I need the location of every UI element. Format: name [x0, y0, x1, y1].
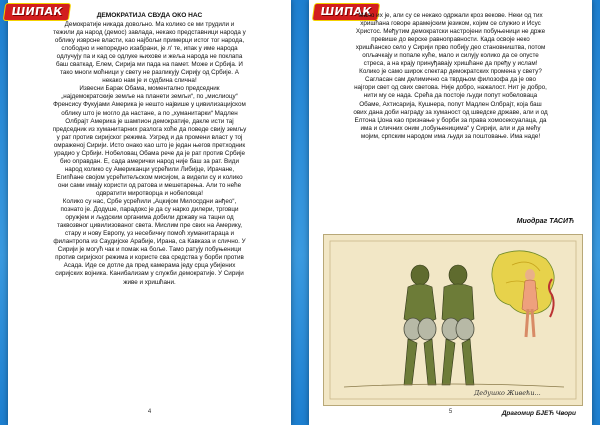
text-line: урадио у Србији. Нобеловац Обама рече да је рат против Србије [54, 149, 245, 157]
illustration-inscription: Дедушко Живећи... [474, 389, 541, 397]
article-title: ДЕМОКРАТИЈА СВУДА ОКО НАС [96, 12, 203, 19]
text-line: некако нам је и судбина слична! [102, 77, 197, 85]
text-line: облику што је могло да настане, а по „хуманитарки“ Мадлен [61, 109, 238, 117]
text-line: против сиријског режима и користе сва средства у борби против [55, 254, 244, 262]
text-line: оружјем и људским органима добили државу на тацни од [65, 214, 234, 222]
right-page [309, 0, 592, 425]
page-number: 5 [448, 409, 453, 415]
text-line: Колико је само широк спектар демократских промена у свету? [359, 68, 542, 76]
text-line: Мало их је, али су се некако одржали кроз векове. Неки од тих [358, 12, 543, 19]
author-signature: Миодраг ТАСИЋ [516, 218, 574, 225]
text-line: председник из хуманитарних разлога хоће да поведе свију земљу [52, 125, 247, 133]
illustration [323, 234, 583, 406]
sipak-logo: ШИПАК [3, 3, 72, 21]
text-line: омраженој Сирији. Исто онако као што је један његов претходник [53, 141, 246, 149]
text-line: Колико су нас, Србе усрећили „Ацкијом Милосрдни анђео“, [62, 198, 237, 206]
text-line: Елтона Џона као признање у борби за права хомосексуалаца, да [354, 116, 547, 124]
text-line: у рат против сиријског режима. Узгред и да промени власт у тој [56, 133, 243, 141]
text-line: филантропа из Саудијске Арабије, Ирана, са Кавказа и слично. У [53, 238, 246, 246]
text-line: Олбрајт Америка је шампион демократије, дакле исти тај [65, 117, 234, 125]
text-line: хришћана говоре арамејским језиком, којим се служио и Исус [360, 20, 541, 28]
text-line: хришћанско село у Сирији прво побију део становништва, потом [355, 44, 546, 52]
text-line: Извесни Барак Обама, моментално председник [79, 85, 220, 93]
text-line: превише до верске равноправности. Када освоје неко [371, 36, 530, 44]
text-line: народ колико су Американци усрећили Либијце, Ирачане, [64, 165, 235, 173]
text-line: Сирији је могућ чак и помак на боље. Тамо ратују побуњеници [57, 246, 242, 254]
text-line: Обаме, Ахтисарија, Кушнера, попут Мадлен Олбрајт, која баш [359, 100, 542, 108]
text-line: има и сличних оним „побуњеницима“ у Сирији, али и да мећу [360, 124, 541, 132]
text-line: Френсису Фукујами Америка је нешто највише у цивилизацијском [53, 101, 246, 109]
text-line: Египћане својом усрећитељском мисијом, а видели су и колико [56, 173, 243, 181]
text-line: Сагласан сам делимично са тврдњом филозофа да је ово [365, 76, 536, 84]
text-line: мојим, српским народом има људи за поштовање. Има наде! [360, 132, 541, 140]
left-page [8, 0, 291, 425]
text-line: тежили да народ (демос) завлада, некако представници народа у [53, 29, 246, 37]
text-line: облику изврсне власти, као најбољи примерци истог тог народа, [54, 37, 245, 45]
text-line: Демократије никада довољно. Ма колико се ми трудили и [64, 21, 235, 28]
text-line: ових дана доби награду за хуманост од шведске државе, али и од [353, 108, 548, 116]
text-line: најгори свет од свих светова. Није добро, нажалост. Нит је добро, [354, 84, 547, 92]
text-line: био оправдан. Е, сада амерички народ није баш за рат. Види [60, 157, 239, 165]
text-line: сиријских војника. Канибализам у служби демократије. У Сирији [55, 270, 244, 278]
text-line: „најдемократскије земље на планети земљи“, по „мислиоцу“ [61, 93, 238, 101]
text-line: одлучују па и кад се одлуке њихове и жеља народа не поклапа [56, 53, 243, 61]
text-line: Христос. Међутим демократски настројени побуњеници не држе [355, 28, 546, 36]
text-line: таквозвног цивилизованог света. Мислим пре свих на Америку, [57, 222, 242, 230]
text-line: познато је. Додуше, парадокс је да су нарко дилери, трговци [60, 206, 239, 214]
text-line: баш сваткад. Елем, Сирија ми пада на памет. Може и Србија. И [56, 61, 243, 69]
text-line: стреса, а на крају принуђавају хришћане да пређу у ислам! [363, 60, 538, 68]
text-line: опљачкају и попале куће, мало и силују колико да се опусте [362, 52, 539, 60]
sipak-logo: ШИПАК [312, 3, 381, 21]
article-body-left [32, 21, 267, 287]
illustration-credit: Драгомир БЈЕЋ Чвори [501, 410, 576, 417]
page-number: 4 [147, 409, 152, 415]
text-line: нити му се нада. Срећа да постоје људи попут нобеловаца [363, 92, 538, 100]
text-line: Асада. Иде се дотле да пред камерама једу срца убијених [63, 262, 236, 270]
text-line: одвратити миротворца и нобеловца! [95, 189, 204, 197]
illustration-drawing [324, 235, 582, 405]
text-line: они сами имају користи од ратова и мешетарења. Али то неће [57, 181, 242, 189]
article-body-right [333, 12, 568, 141]
text-line: стару и нову Европу, уз несебичну помоћ хуманитараца и [65, 230, 234, 238]
text-line: живе и хришћани. [123, 278, 176, 286]
text-line: слободно и непоредно изабрани, је л' те, ипак у име народа [61, 45, 238, 53]
text-line: тако многи моћници у свету не разликују Сирију од Србије. А [60, 69, 239, 77]
